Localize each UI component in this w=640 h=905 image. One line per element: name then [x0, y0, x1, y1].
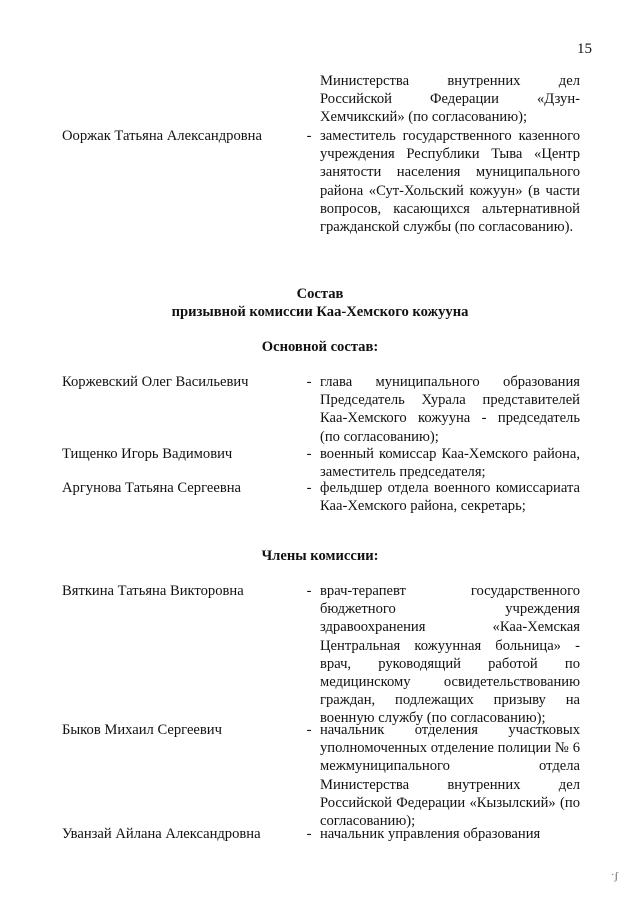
- members-section-title: Члены комиссии:: [261, 548, 379, 564]
- composition-title: Состав: [296, 286, 344, 302]
- entry-dash: -: [306, 826, 312, 842]
- continuation-text: Министерства внутренних дел Российской Федерации «Дзун-Хемчикский» (по согласованию);: [320, 73, 580, 126]
- member-description: врач-терапевт государственного бюджетного учреждения здравоохранения «Каа-Хемская Центральная кожуунная больница» - врач, руководящий работой по медицинскому освидетельствованию граждан, подлежащих призыву на военную службу (по согласованию);: [320, 583, 580, 727]
- entry-dash: -: [306, 480, 312, 496]
- entry-dash: -: [306, 722, 312, 738]
- member-description: фельдшер отдела военного комиссариата Каа-Хемского района, секретарь;: [320, 480, 580, 515]
- member-description: начальник отделения участковых уполномоченных отделение полиции № 6 межмуниципального отдела Министерства внутренних дел Российской Федерации «Кызылский» (по согласованию);: [320, 722, 580, 830]
- main-section-title: Основной состав:: [261, 339, 379, 355]
- entry-dash: -: [306, 128, 312, 144]
- entry-dash: -: [306, 446, 312, 462]
- composition-subtitle: призывной комиссии Каа-Хемского кожууна: [171, 304, 469, 320]
- member-name: Быков Михаил Сергеевич: [62, 722, 222, 738]
- member-name: Вяткина Татьяна Викторовна: [62, 583, 244, 599]
- entry-dash: -: [306, 374, 312, 390]
- member-name: Коржевский Олег Васильевич: [62, 374, 249, 390]
- page-number: 15: [577, 41, 592, 57]
- member-description: заместитель государственного казенного учреждения Республики Тыва «Центр занятости населения муниципального района «Сут-Хольский кожуун» (в части вопросов, касающихся альтернативной гражданской службы (по согласованию).: [320, 128, 580, 236]
- member-description: военный комиссар Каа-Хемского района, заместитель председателя;: [320, 446, 580, 481]
- corner-scan-mark: ˑʃ: [611, 869, 618, 882]
- member-name: Ооржак Татьяна Александровна: [62, 128, 262, 144]
- member-name: Тищенко Игорь Вадимович: [62, 446, 233, 462]
- member-name: Аргунова Татьяна Сергеевна: [62, 480, 241, 496]
- member-description: начальник управления образования: [320, 826, 541, 842]
- member-description: глава муниципального образования Председатель Хурала представителей Каа-Хемского кожууна - председатель (по согласованию);: [320, 374, 580, 445]
- member-name: Уванзай Айлана Александровна: [62, 826, 261, 842]
- entry-dash: -: [306, 583, 312, 599]
